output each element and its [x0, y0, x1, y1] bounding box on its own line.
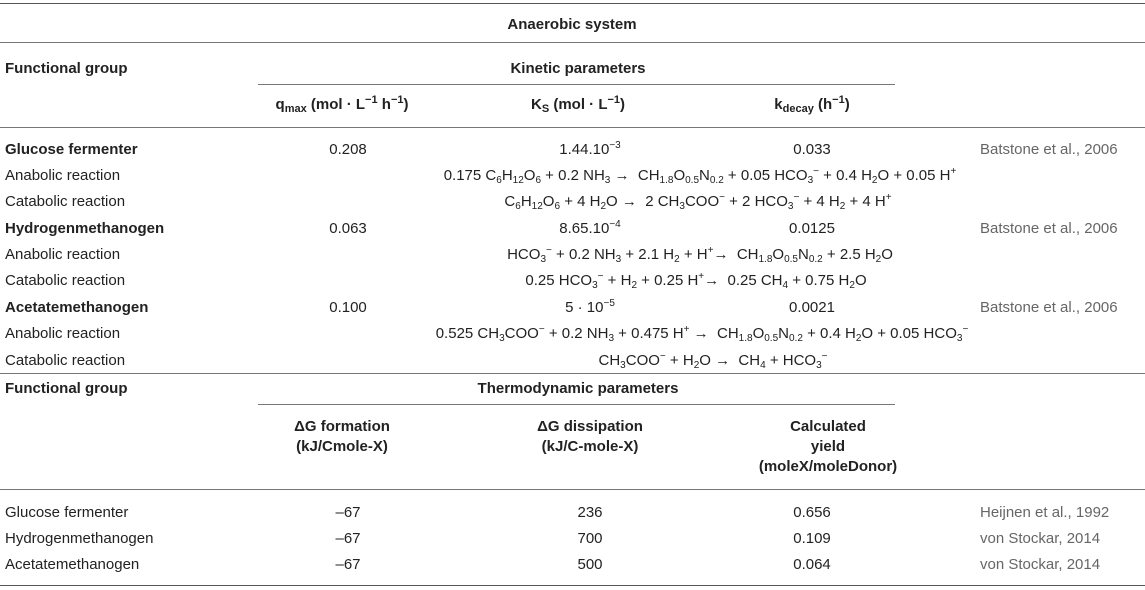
- anabolic-reaction-equation: 0.525 $CH_3COO^- + 0.2$ $NH_3 + 0.475$ $H^+ \to CH_{1.8}O_{0.5}N_{0.2} + 0.4$ $H_2O + 0.05$ $HCO_3^-$: [435, 324, 969, 344]
- kinetic-functional-group-header: Functional group: [5, 60, 128, 77]
- anabolic-reaction-label: Anabolic reaction: [5, 246, 121, 263]
- catabolic-reaction-label: Catabolic reaction: [5, 272, 126, 289]
- kdecay-value: 0.033: [793, 141, 831, 158]
- dg-dissipation-value: 500: [577, 556, 603, 573]
- source-reference: Batstone et al., 2006: [980, 141, 1118, 158]
- group-name: Glucose fermenter: [5, 141, 138, 158]
- catabolic-reaction-label: Catabolic reaction: [5, 193, 126, 210]
- yield-value: 0.064: [793, 556, 831, 573]
- qmax-value: 0.063: [329, 220, 367, 237]
- dg-formation-value: –67: [335, 556, 361, 573]
- yield-value: 0.109: [793, 530, 831, 547]
- source-reference: von Stockar, 2014: [980, 556, 1101, 573]
- kinetic-params-rule: [258, 84, 895, 85]
- table-title: Anaerobic system: [507, 16, 637, 33]
- group-name: Acetatemethanogen: [5, 299, 149, 316]
- anabolic-reaction-label: Anabolic reaction: [5, 167, 121, 184]
- thermo-params-rule: [258, 404, 895, 405]
- calculated-yield-header: Calculated yield (moleX/moleDonor): [758, 418, 898, 475]
- anabolic-reaction-equation: $HCO_3^- + 0.2$ $NH_3 + 2.1$ $H_2 + H^+\to CH_{1.8}O_{0.5}N_{0.2} + 2.5$ $H_2O$: [507, 245, 893, 265]
- thermo-header-rule: [0, 489, 1145, 490]
- source-reference: Batstone et al., 2006: [980, 299, 1118, 316]
- qmax-column-header: $q_{max}$ ($mol \cdot L^{-1}$ $h^{-1}$): [275, 94, 409, 115]
- yield-value: 0.656: [793, 504, 831, 521]
- source-reference: Heijnen et al., 1992: [980, 504, 1110, 521]
- section-divider-rule: [0, 373, 1145, 374]
- ks-column-header: $K_S$ $(mol \cdot L^{-1})$: [530, 94, 626, 115]
- anabolic-reaction-label: Anabolic reaction: [5, 325, 121, 342]
- group-name: Hydrogenmethanogen: [5, 530, 154, 547]
- group-name: Glucose fermenter: [5, 504, 129, 521]
- catabolic-reaction-equation: $C_6H_{12}O_6 + 4$ $H_2O \to 2$ $CH_3COO^- + 2$ $HCO_3^- + 4$ $H_2 + 4$ H+: [504, 192, 892, 212]
- group-name: Acetatemethanogen: [5, 556, 140, 573]
- dg-formation-value: –67: [335, 504, 361, 521]
- thermo-params-title: Thermodynamic parameters: [477, 380, 679, 397]
- ks-value: $5 \cdot 10^{-5}$: [565, 298, 615, 316]
- dg-dissipation-value: 700: [577, 530, 603, 547]
- catabolic-reaction-label: Catabolic reaction: [5, 352, 126, 369]
- kdecay-column-header: $k_{decay}$ $(h^{-1})$: [774, 94, 850, 115]
- thermo-functional-group-header: Functional group: [5, 380, 128, 397]
- top-rule: [0, 3, 1145, 4]
- catabolic-reaction-equation: $CH_3COO^- + H_2O \to CH_4 + HCO_3^-$: [598, 351, 828, 371]
- kinetic-params-title: Kinetic parameters: [510, 60, 646, 77]
- kinetic-header-rule: [0, 127, 1145, 128]
- source-reference: von Stockar, 2014: [980, 530, 1101, 547]
- qmax-value: 0.100: [329, 299, 367, 316]
- dg-dissipation-header: ΔG dissipation (kJ/C-mole-X): [537, 418, 643, 455]
- qmax-value: 0.208: [329, 141, 367, 158]
- title-rule: [0, 42, 1145, 43]
- group-name: Hydrogenmethanogen: [5, 220, 165, 237]
- kdecay-value: 0.0125: [789, 220, 835, 237]
- anabolic-reaction-equation: 0.175 $C_6H_{12}O_6 + 0.2$ $NH_3 \to CH_{1.8}O_{0.5}N_{0.2} + 0.05$ $HCO_3^- + 0.4$ $H_2O + 0.05$ H+: [443, 166, 957, 186]
- catabolic-reaction-equation: 0.25 $HCO_3^- + H_2 + 0.25$ H+→ 0.25 $CH_4 + 0.75$ $H_2O$: [525, 271, 867, 291]
- ks-value: $1.44.10^{-3}$: [559, 140, 621, 158]
- ks-value: $8.65.10^{-4}$: [559, 219, 621, 237]
- source-reference: Batstone et al., 2006: [980, 220, 1118, 237]
- dg-formation-value: –67: [335, 530, 361, 547]
- dg-dissipation-value: 236: [577, 504, 603, 521]
- kdecay-value: 0.0021: [789, 299, 835, 316]
- bottom-rule: [0, 585, 1145, 586]
- dg-formation-header: ΔG formation (kJ/Cmole-X): [294, 418, 390, 455]
